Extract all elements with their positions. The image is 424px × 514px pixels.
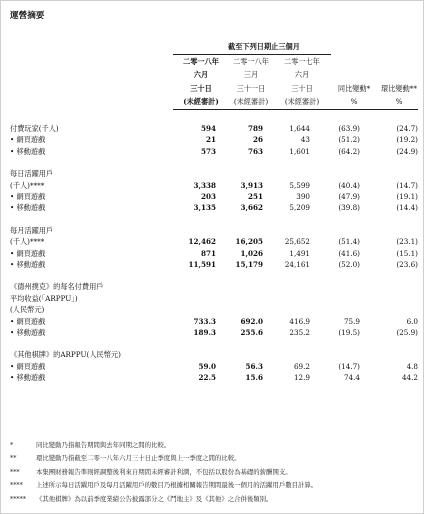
col3-audit: (未經審計): [284, 97, 320, 106]
footnote: [10, 465, 418, 479]
period-header: 截至下列日期止三個月: [228, 42, 300, 51]
footnote-mark: *****: [10, 494, 26, 503]
table-row: [10, 304, 418, 315]
row-label: 《其他棋牌》的ARPPU(人民幣元): [10, 350, 121, 360]
col1-day: 三十日: [190, 84, 212, 93]
cell-value: 26: [252, 135, 263, 145]
cell-value: 871: [200, 248, 216, 258]
col3-year: 二零一七年: [284, 57, 320, 66]
cell-value: 22.5: [198, 373, 216, 383]
table-row: [10, 248, 418, 259]
operating-data-table: [10, 123, 418, 383]
cell-value: 189.3: [193, 327, 216, 337]
cell-value: 390: [296, 192, 310, 202]
row-label: • 移動遊戲: [10, 327, 46, 337]
cell-value: 1,026: [240, 248, 263, 258]
cell-value: 416.9: [289, 316, 310, 326]
cell-value: (14.4): [396, 203, 418, 213]
cell-value: 59.0: [198, 361, 216, 371]
row-label: • 移動遊戲: [10, 373, 46, 383]
cell-value: (24.9): [396, 146, 418, 156]
table-row: [10, 180, 418, 191]
table-row: [10, 134, 418, 145]
table-row: [10, 168, 418, 179]
cell-value: 594: [200, 124, 216, 134]
row-label: • 移動遊戲: [10, 203, 46, 213]
cell-value: 11,591: [188, 260, 216, 269]
cell-value: 15,179: [235, 260, 263, 269]
table-row: [10, 259, 418, 270]
cell-value: 789: [247, 124, 263, 134]
cell-value: 75.9: [343, 316, 360, 326]
row-label: • 網頁遊戲: [10, 135, 46, 145]
yoy-unit: %: [350, 97, 358, 106]
cell-value: 251: [247, 192, 263, 202]
cell-value: 21: [205, 135, 216, 145]
row-label: 付費玩家(千人): [10, 124, 59, 134]
table-row: [10, 349, 418, 360]
cell-value: (23.6): [396, 260, 418, 269]
row-spacer: [10, 214, 418, 225]
col2-month: 三月: [243, 70, 259, 79]
cell-value: (19.1): [396, 192, 418, 202]
footnote: [10, 492, 418, 506]
yoy-header: 同比變動*: [337, 84, 371, 93]
footnote-mark: **: [10, 454, 17, 463]
footnote: [10, 479, 418, 493]
row-label: • 網頁遊戲: [10, 192, 46, 202]
row-label: • 移動遊戲: [10, 146, 46, 156]
cell-value: (39.8): [338, 203, 360, 213]
footnote-mark: *: [10, 440, 14, 449]
cell-value: 16,205: [235, 237, 263, 247]
qoq-unit: %: [395, 97, 403, 106]
row-spacer: [10, 338, 418, 349]
col1-audit: (未經審計): [183, 97, 219, 106]
row-label: 每日活躍用戶: [10, 169, 54, 179]
cell-value: (14.7): [338, 361, 360, 371]
row-spacer: [10, 157, 418, 168]
row-label: (千人)****: [10, 237, 45, 247]
footnote-mark: ****: [10, 481, 23, 490]
cell-value: 5,599: [289, 180, 310, 190]
cell-value: (19.5): [338, 327, 360, 337]
header-bottom-rule: [173, 109, 418, 110]
table-row: [10, 327, 418, 338]
table-row: [10, 202, 418, 213]
table-row: [10, 225, 418, 236]
footnote-mark: ***: [10, 467, 20, 476]
col2-audit: (未經審計): [233, 97, 269, 106]
cell-value: (51.4): [338, 237, 360, 247]
row-label: • 網頁遊戲: [10, 361, 46, 371]
cell-value: (40.4): [338, 180, 360, 190]
cell-value: 3,135: [193, 203, 216, 213]
cell-value: (24.7): [396, 124, 418, 134]
cell-value: 3,662: [240, 203, 263, 213]
col3-day: 三十日: [291, 84, 313, 93]
cell-value: 692.0: [240, 316, 263, 326]
row-label: 每月活躍用戶: [10, 225, 54, 235]
row-label: 平均收益(「ARPPU」): [10, 293, 78, 303]
row-spacer: [10, 270, 418, 281]
cell-value: (41.6): [338, 248, 360, 258]
cell-value: 74.4: [343, 373, 360, 383]
cell-value: 235.2: [289, 327, 310, 337]
cell-value: 203: [200, 192, 216, 202]
cell-value: 43: [300, 135, 310, 145]
col1-year: 二零一八年: [183, 57, 219, 66]
cell-value: 12,462: [188, 237, 216, 247]
cell-value: (52.0): [338, 260, 360, 269]
cell-value: (19.2): [396, 135, 418, 145]
cell-value: 44.2: [401, 373, 418, 383]
cell-value: 25,652: [284, 237, 310, 247]
page-title: 運營摘要: [10, 11, 45, 21]
footnote-text: 同比變動乃指報告期間與去年同期之間的比較。: [36, 440, 171, 449]
cell-value: (63.9): [338, 124, 360, 134]
cell-value: 3,913: [240, 180, 263, 190]
cell-value: (23.1): [396, 237, 418, 247]
table-row: [10, 123, 418, 134]
period-header-rule: [173, 54, 331, 55]
qoq-header: 環比變動**: [381, 84, 417, 93]
table-row: [10, 361, 418, 372]
table-row: [10, 372, 418, 383]
cell-value: 12.9: [293, 373, 310, 383]
footnote-text: 環比變動乃指截至二零一八年六月三十日止季度與上一季度之間的比較。: [36, 454, 241, 463]
col3-month: 六月: [294, 70, 310, 79]
cell-value: 1,491: [289, 248, 310, 258]
footnotes: [10, 438, 418, 506]
footnote-text: 本集團財務報告準則經調整後利來自期間未經審計利潤，不包括以股份為基礎的薪酬開支。: [36, 467, 292, 476]
row-label: 《德州撲克》的每名付費用戶: [10, 282, 104, 292]
table-row: [10, 191, 418, 202]
row-label: • 移動遊戲: [10, 260, 46, 269]
col1-month: 六月: [193, 70, 209, 79]
table-row: [10, 293, 418, 304]
cell-value: 733.3: [193, 316, 216, 326]
row-label: (人民幣元): [10, 305, 45, 315]
cell-value: (47.9): [338, 192, 360, 202]
cell-value: 24,161: [284, 260, 310, 269]
row-label: • 網頁遊戲: [10, 316, 46, 326]
cell-value: 573: [200, 146, 216, 156]
cell-value: (15.1): [396, 248, 418, 258]
table-row: [10, 146, 418, 157]
cell-value: 56.3: [245, 361, 263, 371]
cell-value: 6.0: [406, 316, 418, 326]
cell-value: 5,209: [289, 203, 310, 213]
cell-value: 763: [247, 146, 263, 156]
col2-year: 二零一八年: [233, 57, 269, 66]
cell-value: 1,644: [289, 124, 310, 134]
cell-value: 15.6: [245, 373, 263, 383]
table-row: [10, 315, 418, 326]
row-label: • 網頁遊戲: [10, 248, 46, 258]
cell-value: (51.2): [338, 135, 360, 145]
table-row: [10, 236, 418, 247]
col2-day: 三十一日: [236, 84, 266, 93]
footnote: [10, 438, 418, 452]
cell-value: 3,338: [193, 180, 216, 190]
table-row: [10, 281, 418, 292]
cell-value: (25.9): [396, 327, 418, 337]
cell-value: (64.2): [338, 146, 360, 156]
cell-value: 69.2: [293, 361, 310, 371]
cell-value: 4.8: [406, 361, 418, 371]
cell-value: 255.6: [240, 327, 263, 337]
row-label: (千人)****: [10, 180, 45, 190]
footnote-text: 上述所示每日活躍用戶及每月活躍用戶的數目乃根據相關報告期間最後一個月的活躍用戶數目計算。: [36, 481, 318, 490]
cell-value: 1,601: [289, 146, 310, 156]
footnote: [10, 452, 418, 466]
cell-value: (14.7): [396, 180, 418, 190]
footnote-text: 《其他棋牌》為以前季度業績公告披露部分之《鬥地主》及《其他》之合併後類別。: [36, 494, 273, 503]
